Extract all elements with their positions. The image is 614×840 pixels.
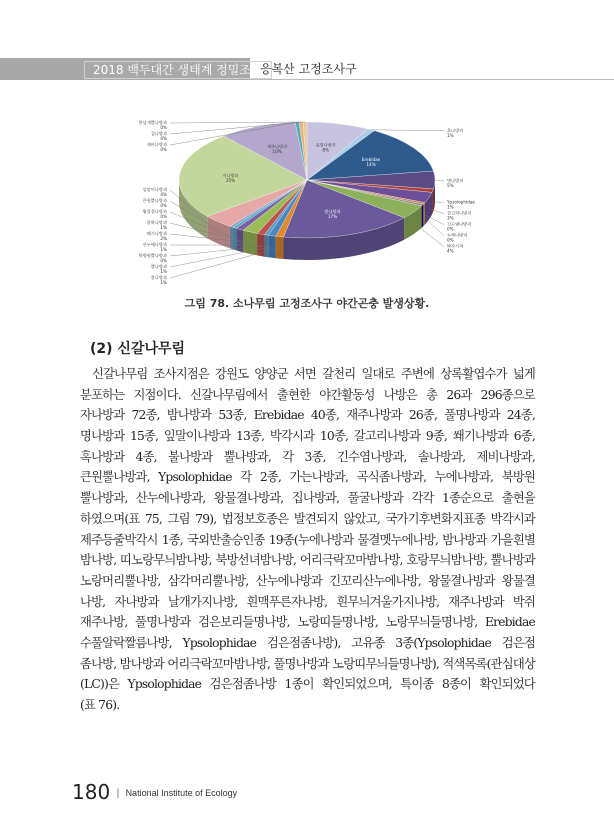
slice-label: 집나방과	[150, 131, 167, 137]
slice-percent: 8%	[322, 147, 330, 153]
pie-chart	[117, 100, 497, 288]
pie-slice-side	[243, 230, 257, 255]
body-line: 뿔나방과, 산누에나방과, 왕물결나방과, 집나방과, 풀굴나방과 각각 1종순으로 출현을	[80, 491, 535, 506]
slice-label: 재주나방과	[266, 143, 288, 149]
slice-percent: 0%	[160, 147, 167, 153]
body-line: 노랑머리뿔나방, 삼각머리뿔나방, 산누에나방과 긴꼬리산누에나방, 왕물결나방과 왕물결	[80, 573, 535, 588]
slice-percent: 1%	[447, 132, 454, 138]
pie-slice-side	[423, 203, 425, 227]
slice-label: 자나방과	[222, 172, 239, 178]
label-leader-line	[414, 223, 444, 247]
body-line: (표 76).	[80, 698, 120, 712]
slice-percent: 0%	[160, 214, 167, 219]
slice-percent: 3%	[447, 215, 454, 221]
slice-label: 산누에나방과	[142, 242, 167, 247]
slice-label: 누에나방과	[447, 232, 468, 238]
slice-label: 혹나방과	[447, 127, 464, 133]
slice-percent: 0%	[160, 136, 167, 142]
slice-percent: 4%	[447, 248, 454, 254]
slice-percent: 10%	[272, 148, 282, 154]
header-rule	[250, 79, 614, 80]
slice-percent: 17%	[327, 213, 338, 219]
page-footer	[72, 780, 237, 804]
slice-label: 갈고리나방과	[447, 210, 472, 216]
body-line: 제주등줄박각시 1종, 국외반출승인종 19종(누에나방과 물결멧누에나방, 밤나방과 가을흰별	[80, 532, 535, 547]
body-line: 수풀알락짤름나방, Ypsolophidae 검은점좀나방), 고유종 3종(Ypsolophidae 검은점	[80, 635, 535, 650]
body-line: 하였으며(표 75, 그림 79), 법정보호종은 발견되지 않았고, 국가기후변화지표종 박각시과	[80, 511, 535, 526]
slice-label: 제비나방과	[146, 142, 167, 148]
section-heading: (2) 신갈나무림	[90, 341, 186, 357]
slice-label: 풀명나방과	[315, 142, 336, 148]
pie-slice-side	[268, 235, 276, 258]
slice-label: 한날개뿔나방과	[138, 120, 167, 126]
body-line: 분포하는 지점이다. 신갈나무림에서 출현한 야간활동성 나방은 총 26과 296종으로	[80, 387, 535, 402]
slice-percent: 14%	[366, 161, 376, 167]
slice-label: Erebidae	[361, 156, 381, 162]
slice-label: 뿔나방과	[150, 264, 167, 269]
slice-percent: 25%	[225, 177, 236, 183]
body-line: 명나방과 15종, 잎말이나방과 13종, 박각시과 10종, 갈고리나방과 9종, 쐐기나방과 6종,	[80, 429, 535, 444]
label-leader-line	[435, 180, 444, 181]
pie-slice-side	[422, 204, 424, 228]
body-line: 자나방과 72종, 밤나방과 53종, Erebidae 40종, 재주나방과 26종, 풀명나방과 24종,	[80, 408, 535, 423]
body-line: 큰원뿔나방과, Ypsolophidae 각 2종, 가는나방과, 곡식좀나방과, 누에나방과, 북방원	[80, 470, 535, 485]
slice-label: 쐐기나방과	[146, 231, 167, 236]
slice-percent: 0%	[447, 226, 454, 232]
slice-label: 큰원뿔나방과	[142, 198, 167, 203]
body-line: 혹나방과 4종, 불나방과 뿔나방과, 각 3종, 긴수염나방과, 솔나방과, 제비나방과,	[80, 449, 535, 464]
pie-slice-side	[276, 236, 284, 259]
body-line: 재주나방, 풀명나방과 검은보리들명나방, 노랑띠들명나방, 노랑무늬들명나방, Erebidae	[80, 615, 535, 630]
slice-percent: 0%	[160, 125, 167, 131]
body-line: 신갈나무림 조사지점은 강원도 양양군 서면 갈천리 일대로 주변에 상록활엽수가 넓게	[92, 367, 535, 381]
slice-label: 알락나방과	[146, 220, 167, 225]
page-number: 180	[72, 780, 111, 804]
section-title: 응복산 고정조사구	[260, 62, 357, 76]
slice-percent: 1%	[160, 225, 167, 230]
running-header	[0, 58, 614, 80]
slice-percent: 1%	[160, 247, 167, 252]
slice-label: 긴수염나방과	[447, 221, 472, 227]
series-title: 2018 백두대간 생태계 정밀조사	[84, 61, 272, 79]
slice-percent: 1%	[160, 280, 167, 285]
slice-percent: 0%	[160, 258, 167, 263]
body-line: (LC))은 Ypsolophidae 검은점좀나방 1종이 확인되었으며, 특이종 8종이 확인되었다	[80, 677, 535, 692]
footer-organization: National Institute of Ecology	[125, 788, 238, 798]
body-line: 나방, 자나방과 날개가지나방, 흰맥푸른자나방, 흰무늬겨울가지나방, 재주나방과 박쥐	[80, 594, 535, 609]
slice-label: 명나방과	[447, 178, 464, 183]
slice-percent: 0%	[160, 203, 167, 208]
slice-label: 불나방과	[150, 275, 167, 280]
slice-label: 잎말이나방과	[142, 187, 167, 192]
label-leader-line	[371, 130, 444, 131]
slice-percent: 0%	[447, 237, 454, 243]
label-leader-line	[170, 248, 280, 278]
slice-percent: 2%	[160, 236, 167, 241]
figure-caption: 그림 78. 소나무림 고정조사구 야간곤충 발생상황.	[184, 297, 430, 310]
body-line: 밤나방, 띠노랑무늬밤나방, 북방선녀밤나방, 어리극락꼬마밤나방, 호랑무늬밤나방, 뿔나방과	[80, 553, 535, 568]
footer-separator: |	[116, 788, 120, 799]
slice-percent: 1%	[447, 204, 454, 210]
slice-percent: 1%	[160, 269, 167, 274]
slice-label: 박각시과	[447, 243, 464, 249]
slice-percent: 4%	[160, 192, 167, 197]
body-paragraph	[80, 364, 535, 716]
slice-label: Ypsolophidae	[447, 199, 475, 205]
slice-label: 북방원뿔나방과	[138, 253, 167, 258]
slice-percent: 5%	[447, 183, 454, 188]
body-line: 좀나방, 밤나방과 어리극락꼬마밤나방, 풀명나방과 노랑띠무늬들명나방), 적색목록(관심대상	[80, 656, 535, 671]
slice-label: 밤나방과	[324, 208, 341, 214]
slice-label: 왕물결나방과	[142, 209, 167, 214]
